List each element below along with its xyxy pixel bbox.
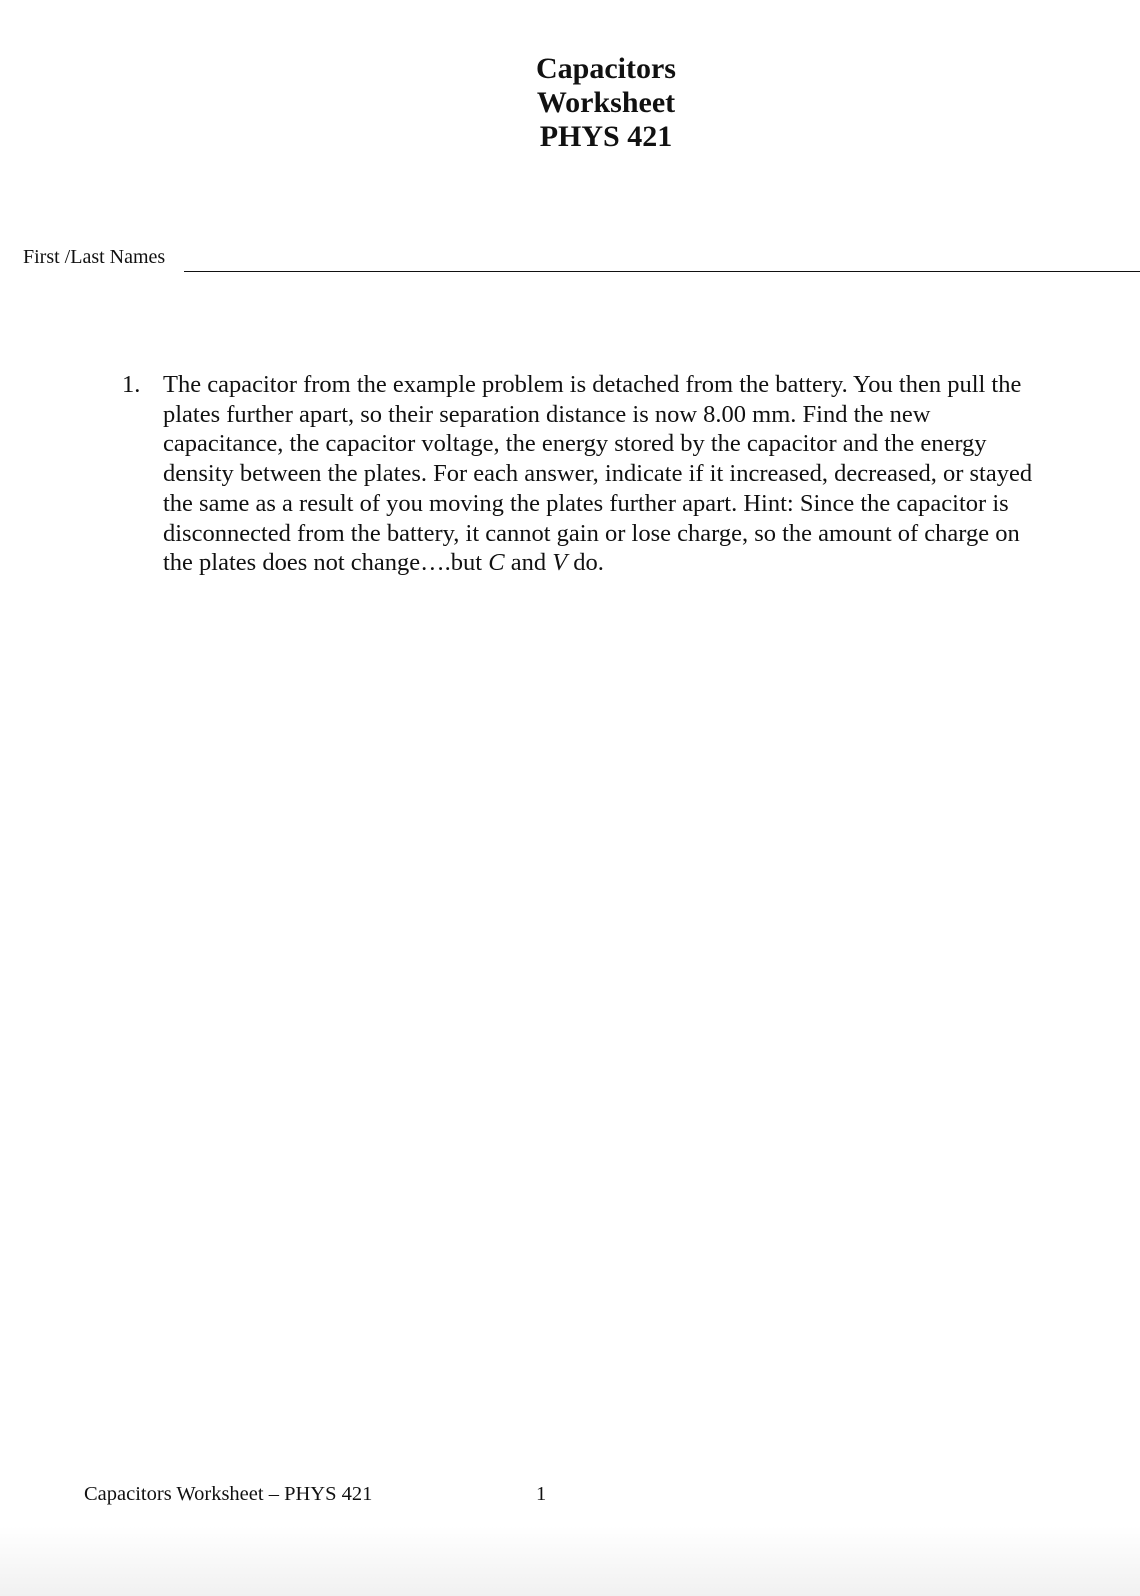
question-line: plates further apart, so their separation distance is now 8.00 mm. Find the new [163, 400, 931, 428]
question-last-line [163, 548, 1092, 578]
question-text [163, 370, 1092, 578]
name-field-label: First /Last Names [23, 246, 166, 268]
name-blank-line [184, 271, 1140, 272]
question-1 [122, 370, 1092, 578]
question-line: capacitance, the capacitor voltage, the energy stored by the capacitor and the energy [163, 430, 987, 458]
viewer-bottom-shadow [0, 1526, 1140, 1596]
last-line-before: the plates does not change….but [163, 549, 489, 577]
question-line: density between the plates. For each answer, indicate if it increased, decreased, or stayed [163, 460, 1033, 488]
title-line-3: PHYS 421 [539, 120, 673, 153]
worksheet-title [0, 52, 1140, 154]
question-line: disconnected from the battery, it cannot gain or lose charge, so the amount of charge on [163, 519, 1020, 547]
variable-v: V [552, 549, 568, 577]
footer-title: Capacitors Worksheet – PHYS 421 [84, 1483, 373, 1505]
last-line-after: do. [567, 549, 604, 577]
last-line-middle: and [504, 549, 553, 577]
question-number: 1. [122, 371, 141, 398]
title-line-2: Worksheet [536, 86, 676, 119]
question-line: the same as a result of you moving the plates further apart. Hint: Since the capacitor is [163, 489, 1009, 517]
name-field [23, 245, 1140, 273]
question-line: The capacitor from the example problem is detached from the battery. You then pull the [163, 371, 1022, 398]
footer-page-number: 1 [536, 1483, 547, 1505]
variable-c: C [488, 549, 505, 577]
title-line-1: Capacitors [536, 52, 676, 85]
